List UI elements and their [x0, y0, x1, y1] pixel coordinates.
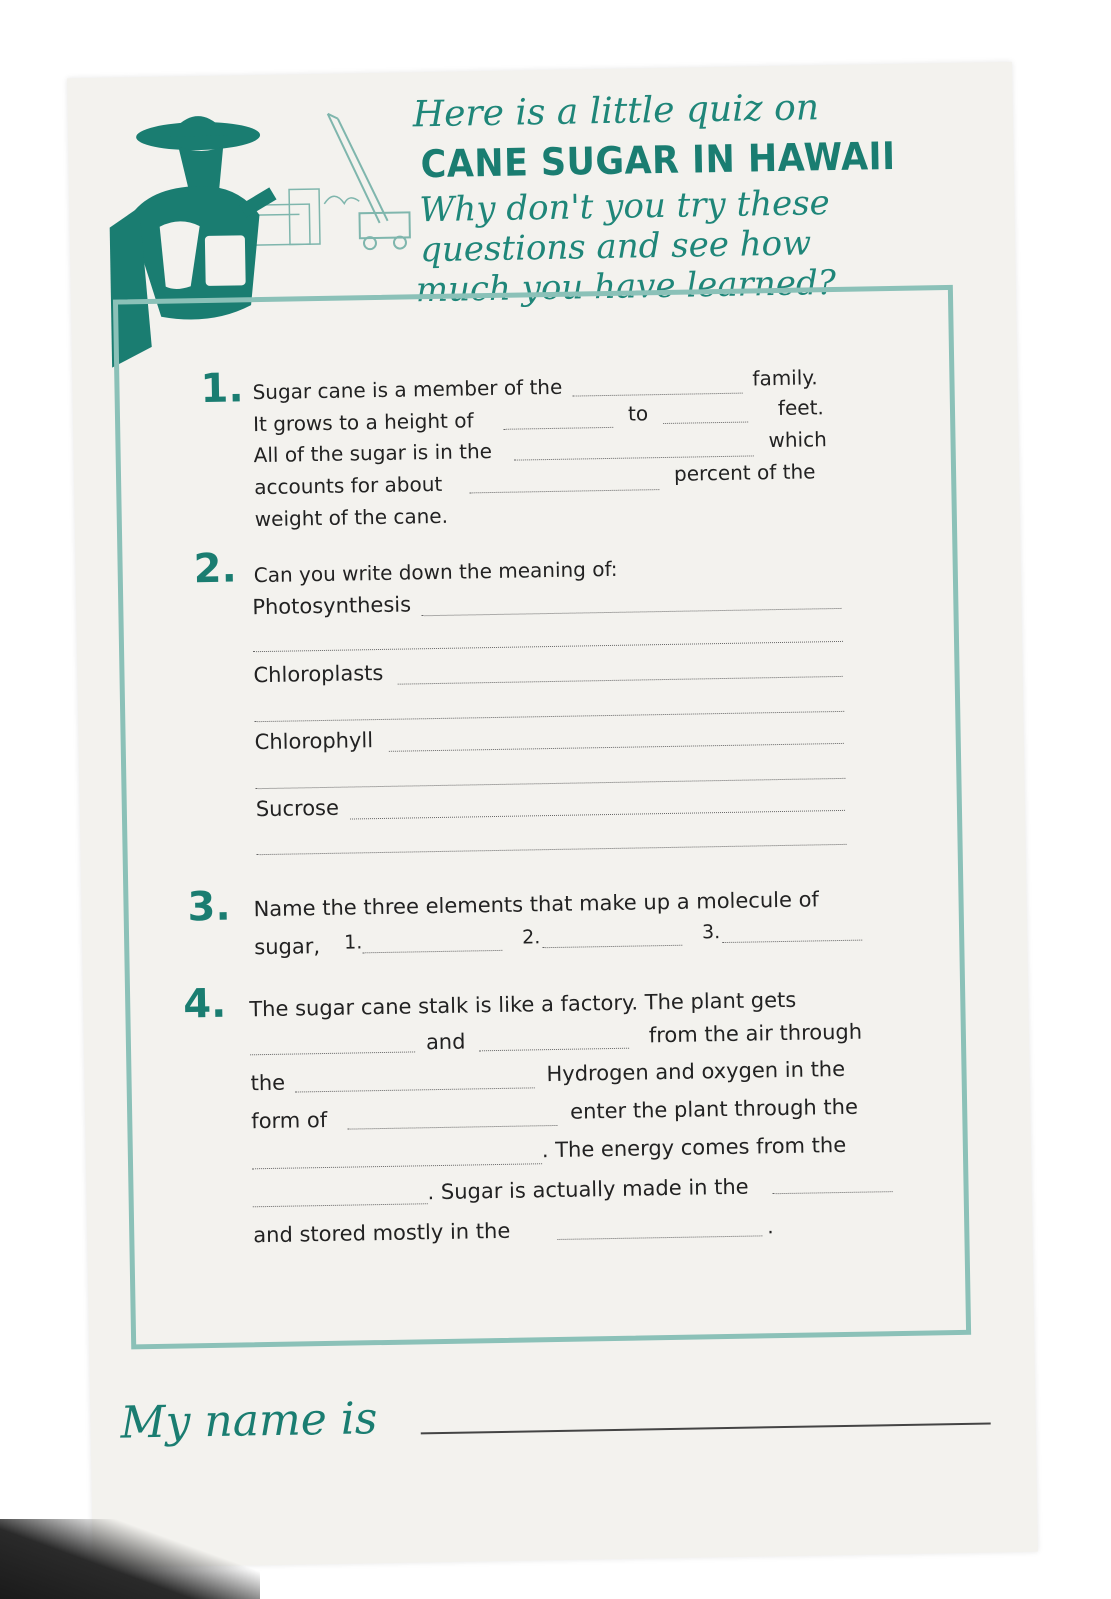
quiz-sheet [67, 62, 1038, 1568]
q1-text-row2: It grows to a height of [252, 408, 474, 437]
q2-term-chloroplasts: Chloroplasts [253, 660, 384, 688]
photo-shadow [0, 1519, 260, 1599]
header-line-2: Why don't you try these [419, 183, 831, 231]
q3-text-sugar: sugar, [254, 934, 321, 960]
q4-text-row2-end: from the air through [648, 1019, 863, 1048]
q4-text-and: and [425, 1029, 466, 1055]
q4-text-form-of: form of [251, 1107, 328, 1134]
crane-illustration [328, 112, 410, 249]
q1-text-row1: Sugar cane is a member of the [252, 374, 563, 405]
q4-text-row6: . Sugar is actually made in the [427, 1174, 749, 1205]
q1-text-feet: feet. [777, 395, 824, 421]
q4-text-row5: . The energy comes from the [541, 1132, 847, 1163]
q2-term-sucrose: Sucrose [255, 795, 340, 822]
q1-text-family: family. [752, 365, 818, 391]
q2-term-chlorophyll: Chlorophyll [254, 728, 374, 755]
q3-slot-2-label: 2. [521, 926, 541, 949]
header-line-4: much you have learned? [415, 262, 837, 311]
question-1-number: 1. [200, 365, 244, 413]
q4-text-row3: Hydrogen and oxygen in the [546, 1056, 846, 1087]
q1-text-row5: weight of the cane. [254, 503, 449, 532]
question-3-number: 3. [187, 883, 231, 931]
header-line-3: questions and see how [419, 223, 812, 271]
name-input-line[interactable] [421, 1422, 991, 1434]
q1-text-row3: All of the sugar is in the [253, 439, 493, 468]
q4-text-row1: The sugar cane stalk is like a factory. The plant gets [249, 987, 797, 1022]
q4-text-row4: enter the plant through the [569, 1094, 859, 1124]
q1-text-row4: accounts for about [254, 471, 443, 500]
header-line-1: Here is a little quiz on [412, 87, 820, 136]
q1-text-percent: percent of the [673, 459, 816, 486]
quiz-title: CANE SUGAR IN HAWAII [420, 133, 896, 187]
q4-text-the: the [250, 1070, 286, 1096]
q4-period: . [767, 1214, 774, 1239]
name-label: My name is [120, 1393, 378, 1449]
q1-text-to: to [627, 401, 649, 426]
q3-slot-1-label: 1. [344, 931, 363, 954]
question-2-number: 2. [193, 545, 238, 593]
question-4-number: 4. [182, 980, 227, 1028]
q3-slot-3-label: 3. [701, 921, 721, 944]
q4-text-row7: and stored mostly in the [253, 1218, 511, 1248]
q1-text-which: which [768, 427, 827, 453]
q2-term-photosynthesis: Photosynthesis [252, 592, 412, 620]
q2-prompt: Can you write down the meaning of: [253, 556, 618, 588]
q3-text-row1: Name the three elements that make up a molecule of [253, 887, 820, 922]
